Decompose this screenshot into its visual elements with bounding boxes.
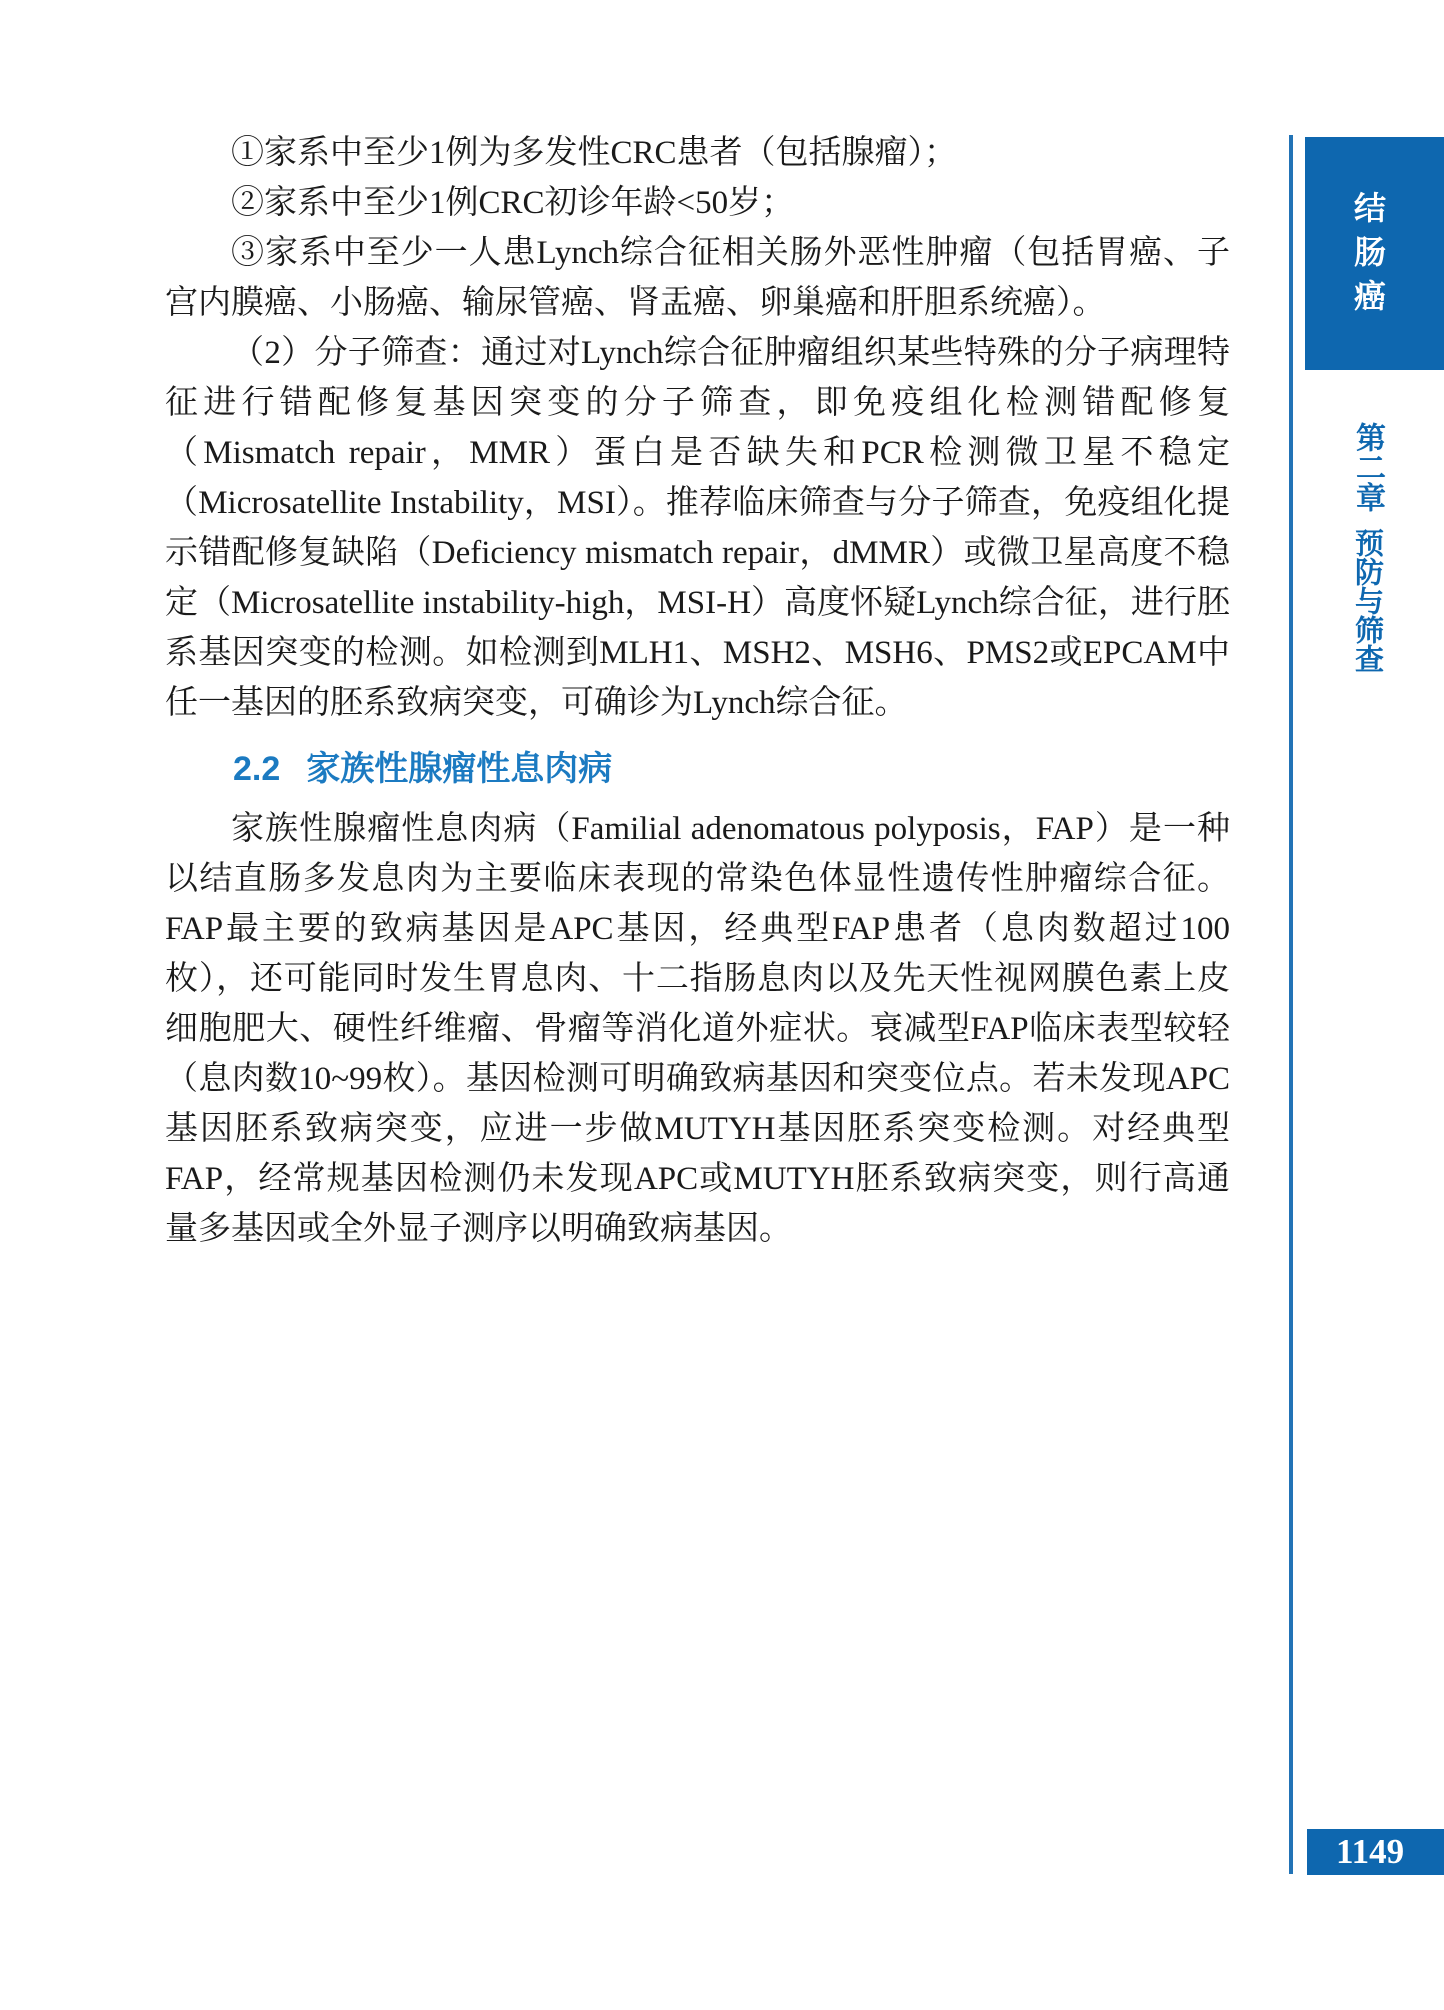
chapter-tab-label: 结肠癌 — [1350, 191, 1386, 323]
paragraph-fap: 家族性腺瘤性息肉病（Familial adenomatous polyposis，FAP）是一种以结直肠多发息肉为主要临床表现的常染色体显性遗传性肿瘤综合征。FAP最主要的致病基因是APC基因，经典型FAP患者（息肉数超过100枚），还可能同时发生胃息肉、十二指肠息肉以及先天性视网膜色素上皮细胞肥大、硬性纤维瘤、骨瘤等消化道外症状。衰减型FAP临床表型较轻（息肉数10~99枚）。基因检测可明确致病基因和突变位点。若未发现APC基因胚系致病突变，应进一步做MUTYH基因胚系突变检测。对经典型FAP，经常规基因检测仍未发现APC或MUTYH胚系致病突变，则行高通量多基因或全外显子测序以明确致病基因。 — [165, 811, 1230, 1247]
section-number: 2.2 — [233, 750, 281, 788]
section-heading — [165, 742, 1230, 796]
page-number: 1149 — [1336, 1832, 1405, 1871]
paragraph-molecular-screening: （2）分子筛查：通过对Lynch综合征肿瘤组织某些特殊的分子病理特征进行错配修复基因突变的分子筛查，即免疫组化检测错配修复（Mismatch repair，MMR）蛋白是否缺失和PCR检测微卫星不稳定（Microsatellite Instability，MSI）。推荐临床筛查与分子筛查，免疫组化提示错配修复缺陷（Deficiency mismatch repair，dMMR）或微卫星高度不稳定（Microsatellite instability-high，MSI-H）高度怀疑Lynch综合征，进行胚系基因突变的检测。如检测到MLH1、MSH2、MSH6、PMS2或EPCAM中任一基因的胚系致病突变，可确诊为Lynch综合征。 — [165, 335, 1230, 721]
list-item-1: ①家系中至少1例为多发性CRC患者（包括腺瘤）； — [231, 135, 958, 171]
page-number-badge — [1307, 1829, 1444, 1875]
chapter-tab — [1305, 137, 1444, 370]
sidebar-divider-line — [1289, 135, 1293, 1874]
section-title: 家族性腺瘤性息肉病 — [306, 750, 613, 788]
list-item-3: ③家系中至少一人患Lynch综合征相关肠外恶性肿瘤（包括胃癌、子宫内膜癌、小肠癌、输尿管癌、肾盂癌、卵巢癌和肝胆系统癌）。 — [165, 235, 1230, 321]
chapter-title-vertical: 预防与筛查 — [1351, 528, 1383, 673]
chapter-number-vertical: 第二章 — [1351, 422, 1384, 512]
main-text-column — [165, 128, 1230, 1254]
list-item-2: ②家系中至少1例CRC初诊年龄<50岁； — [231, 185, 795, 221]
